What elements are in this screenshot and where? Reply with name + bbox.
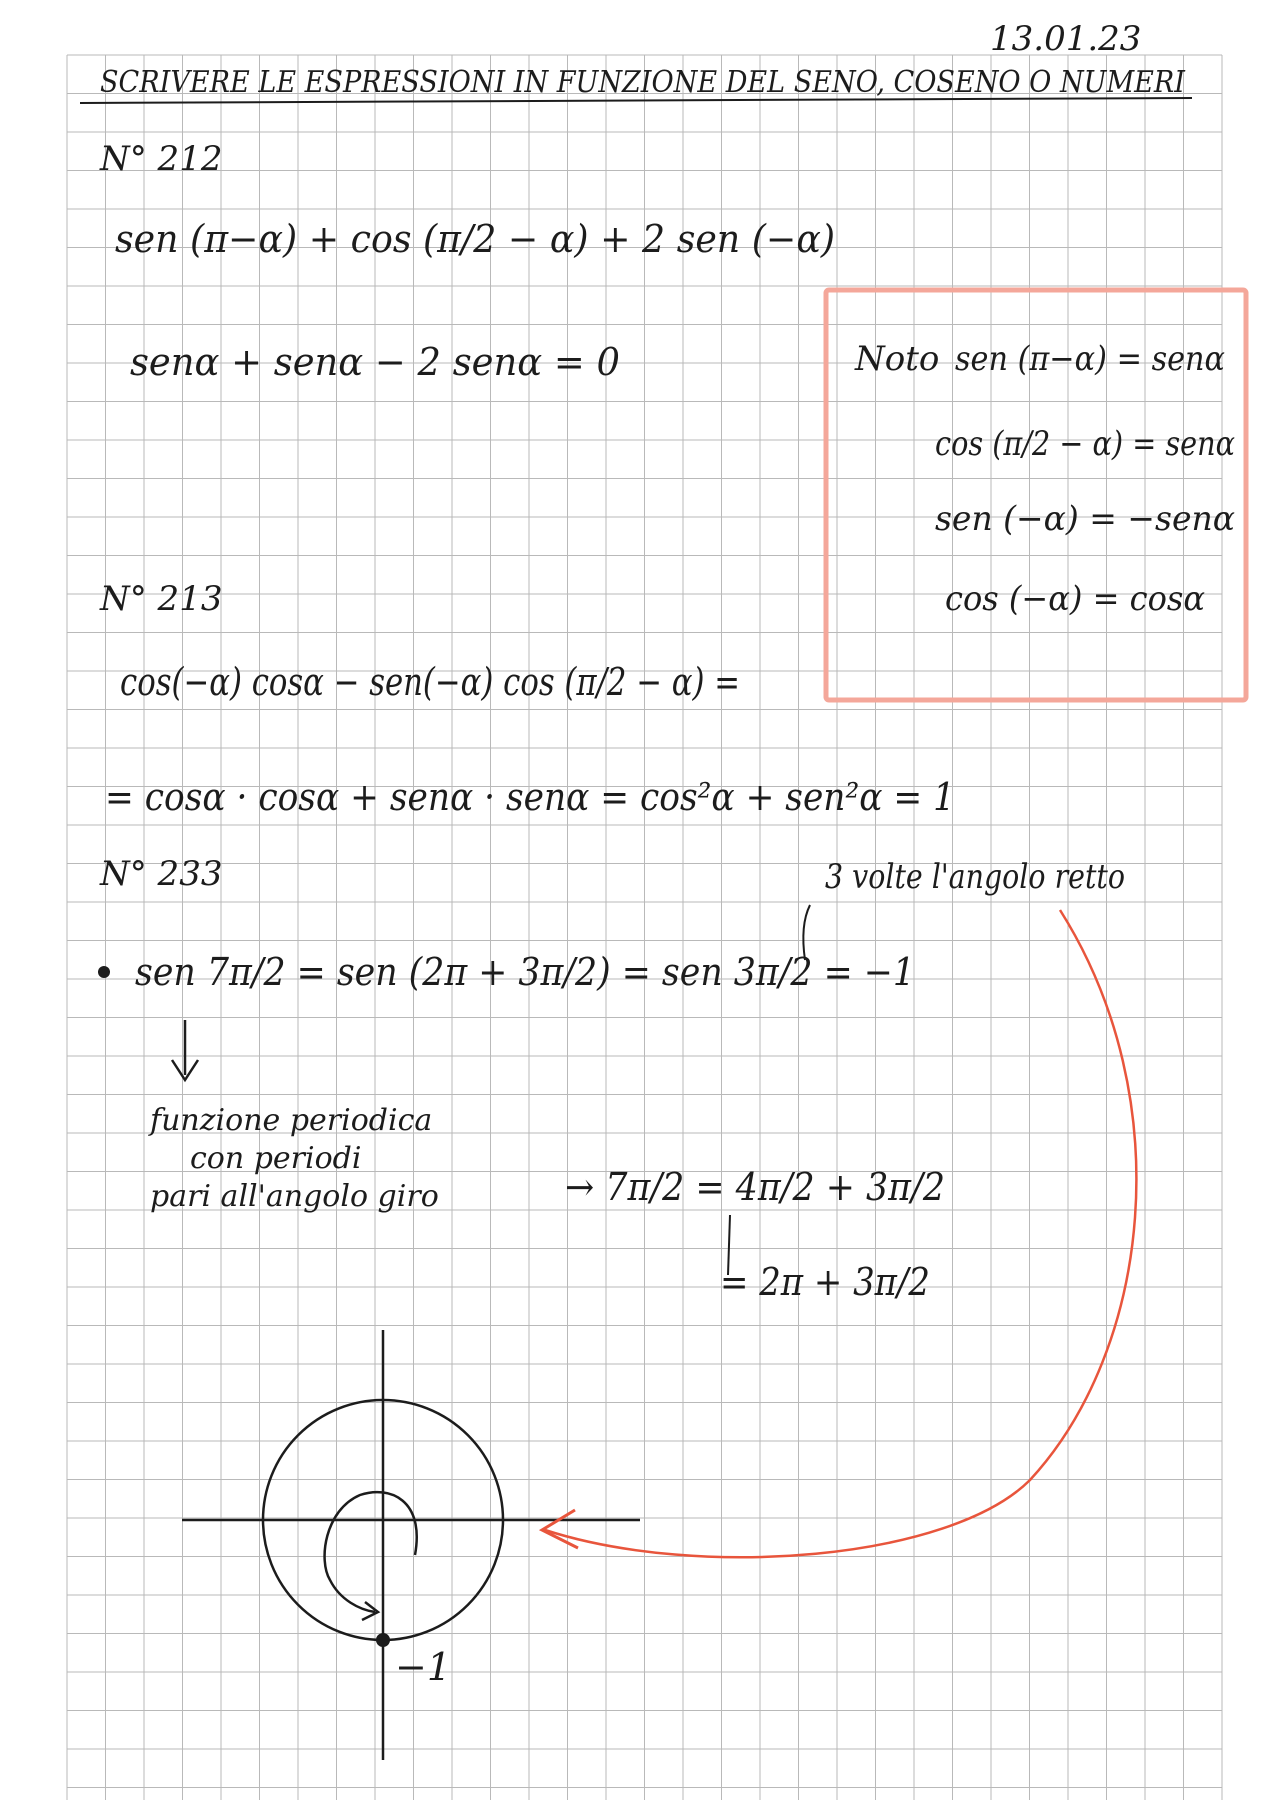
note-line-4: cos (−α) = cosα	[945, 579, 1206, 619]
bullet-point	[98, 966, 110, 978]
periodic-note-line-2: con periodi	[190, 1141, 362, 1176]
exercise-212-result: senα + senα − 2 senα = 0	[130, 340, 620, 384]
exercise-213-label: N° 213	[100, 579, 223, 619]
page-date: 13.01.23	[990, 19, 1142, 59]
note-line-3: sen (−α) = −senα	[935, 499, 1236, 539]
exercise-212-expression: sen (π−α) + cos (π/2 − α) + 2 sen (−α)	[115, 217, 835, 261]
exercise-233-expression: sen 7π/2 = sen (2π + 3π/2) = sen 3π/2 = −1	[135, 950, 915, 994]
step-1-equation: → 7π/2 = 4π/2 + 3π/2	[565, 1165, 945, 1209]
note-line-1: sen (π−α) = senα	[955, 339, 1226, 379]
page-title: SCRIVERE LE ESPRESSIONI IN FUNZIONE DEL SENO, COSENO O NUMERI	[100, 65, 1187, 100]
note-line-2: cos (π/2 − α) = senα	[935, 424, 1236, 464]
periodic-note-line-3: pari all'angolo giro	[150, 1179, 439, 1214]
circle-value-label: −1	[395, 1645, 452, 1689]
exercise-213-expression: cos(−α) cosα − sen(−α) cos (π/2 − α) =	[120, 660, 740, 704]
exercise-233-label: N° 233	[100, 854, 223, 894]
annotation-three-right-angles: 3 volte l'angolo retto	[825, 857, 1125, 897]
step-2-equation: = 2π + 3π/2	[720, 1260, 930, 1304]
note-box-label: Noto	[855, 339, 940, 379]
exercise-213-result: = cosα · cosα + senα · senα = cos²α + sen²α = 1	[105, 775, 955, 819]
exercise-212-label: N° 212	[100, 139, 223, 179]
point-minus-one	[376, 1633, 390, 1647]
periodic-note-line-1: funzione periodica	[150, 1103, 433, 1138]
